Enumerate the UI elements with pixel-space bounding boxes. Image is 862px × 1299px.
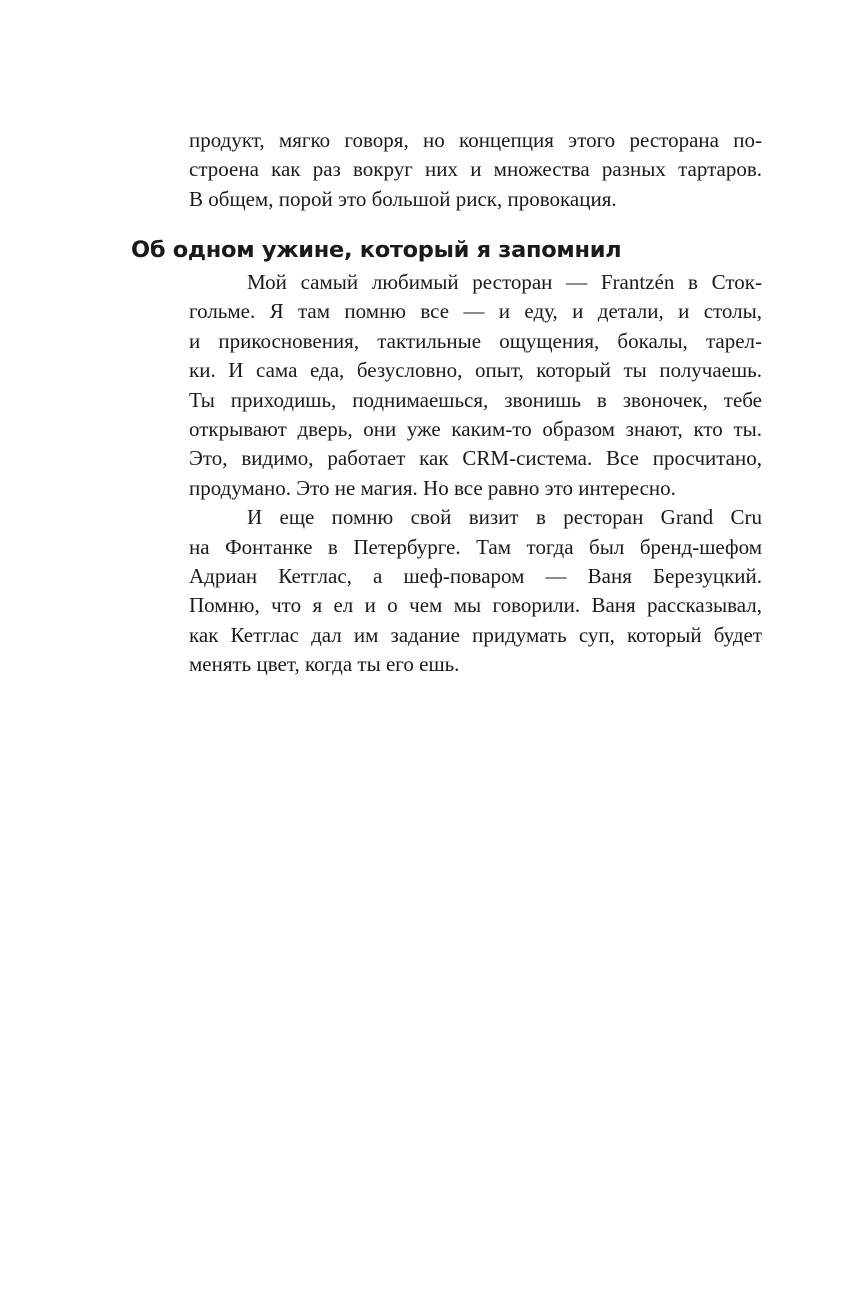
intro-paragraph bbox=[189, 126, 762, 214]
intro-line: строена как раз вокруг них и множества разных тартаров. bbox=[189, 157, 762, 182]
paragraph-line: Мой самый любимый ресторан — Frantzén в Сток- bbox=[247, 270, 762, 294]
paragraph-line: Помню, что я ел и о чем мы говорили. Ваня рассказывал, bbox=[189, 593, 762, 618]
paragraph-line: Это, видимо, работает как CRM-система. Все просчитано, bbox=[189, 446, 762, 471]
section-body bbox=[189, 268, 762, 680]
paragraph-line: на Фонтанке в Петербурге. Там тогда был бренд-шефом bbox=[189, 534, 762, 559]
paragraph-line: менять цвет, когда ты его ешь. bbox=[189, 652, 460, 677]
paragraph-1 bbox=[189, 268, 762, 503]
paragraph-line: И еще помню свой визит в ресторан Grand Cru bbox=[247, 505, 762, 530]
section-heading: Об одном ужине, который я запомнил bbox=[131, 237, 622, 263]
paragraph-line: Ты приходишь, поднимаешься, звонишь в звоночек, тебе bbox=[189, 387, 762, 412]
paragraph-line: открывают дверь, они уже каким-то образом знают, кто ты. bbox=[189, 417, 762, 442]
paragraph-2 bbox=[189, 503, 762, 679]
intro-line: В общем, порой это большой риск, провокация. bbox=[189, 186, 617, 211]
paragraph-line: и прикосновения, тактильные ощущения, бокалы, тарел- bbox=[189, 328, 762, 353]
intro-line: продукт, мягко говоря, но концепция этого ресторана по- bbox=[189, 128, 762, 152]
paragraph-line: как Кетглас дал им задание придумать суп, который будет bbox=[189, 622, 762, 647]
paragraph-line: гольме. Я там помню все — и еду, и детали, и столы, bbox=[189, 299, 762, 324]
paragraph-line: Адриан Кетглас, а шеф-поваром — Ваня Березуцкий. bbox=[189, 564, 762, 589]
paragraph-line: ки. И сама еда, безусловно, опыт, который ты получаешь. bbox=[189, 358, 762, 383]
paragraph-line: продумано. Это не магия. Но все равно это интересно. bbox=[189, 475, 676, 500]
